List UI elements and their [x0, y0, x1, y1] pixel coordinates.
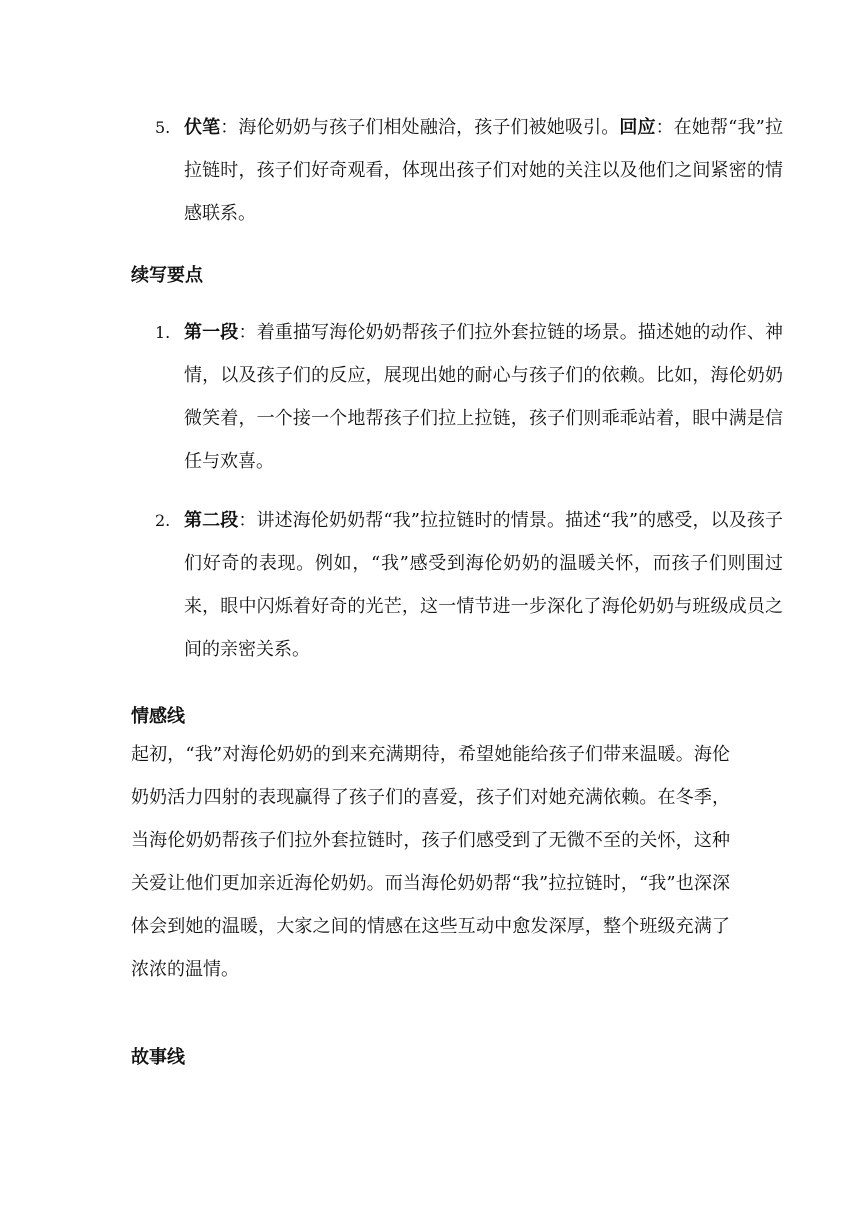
response-label: 回应 — [619, 117, 656, 138]
label-separator: ： — [220, 117, 239, 138]
label-separator: ： — [238, 510, 257, 531]
foreshadow-label: 伏笔 — [184, 117, 221, 138]
response-text: 在她帮“我”拉拉链时，孩子们好奇观看，体现出孩子们对她的关注以及他们之间紧密的情感联系。 — [184, 117, 784, 224]
label-separator: ： — [238, 322, 257, 343]
paragraph-two-text: 讲述海伦奶奶帮“我”拉拉链时的情景。描述“我”的感受，以及孩子们好奇的表现。例如，“我”感受到海伦奶奶的温暖关怀，而孩子们则围过来，眼中闪烁着好奇的光芒，这一情节进一步深化了海伦奶奶与班级成员之间的亲密关系。 — [184, 510, 784, 660]
paragraph-one-label: 第一段 — [184, 322, 239, 343]
list-item-text — [184, 499, 783, 671]
list-item-2 — [131, 499, 783, 671]
list-number: 2. — [155, 511, 171, 530]
list-item-text — [184, 106, 783, 235]
emotion-line-paragraph: 起初，“我”对海伦奶奶的到来充满期待，希望她能给孩子们带来温暖。海伦奶奶活力四射的表现赢得了孩子们的喜爱，孩子们对她充满依赖。在冬季，当海伦奶奶帮孩子们拉外套拉链时，孩子们感受到了无微不至的关怀，这种关爱让他们更加亲近海伦奶奶。而当海伦奶奶帮“我”拉拉链时，“我”也深深体会到她的温暖，大家之间的情感在这些互动中愈发深厚，整个班级充满了浓浓的温情。 — [131, 744, 730, 980]
list-item-5 — [131, 106, 783, 235]
paragraph-one-text: 着重描写海伦奶奶帮孩子们拉外套拉链的场景。描述她的动作、神情，以及孩子们的反应，展现出她的耐心与孩子们的依赖。比如，海伦奶奶微笑着，一个接一个地帮孩子们拉上拉链，孩子们则乖乖站着，眼中满是信任与欢喜。 — [184, 322, 783, 472]
label-separator: ： — [655, 117, 674, 138]
paragraph-two-label: 第二段 — [184, 510, 239, 531]
list-item-1 — [131, 311, 783, 483]
foreshadow-text: 海伦奶奶与孩子们相处融洽，孩子们被她吸引。 — [238, 117, 620, 138]
section-heading-emotion-line: 情感线 — [131, 706, 185, 727]
section-heading-continuation-points: 续写要点 — [131, 265, 203, 286]
list-number: 5. — [155, 118, 171, 137]
list-item-text — [184, 311, 783, 483]
section-heading-story-line: 故事线 — [131, 1047, 185, 1068]
list-number: 1. — [155, 323, 171, 342]
